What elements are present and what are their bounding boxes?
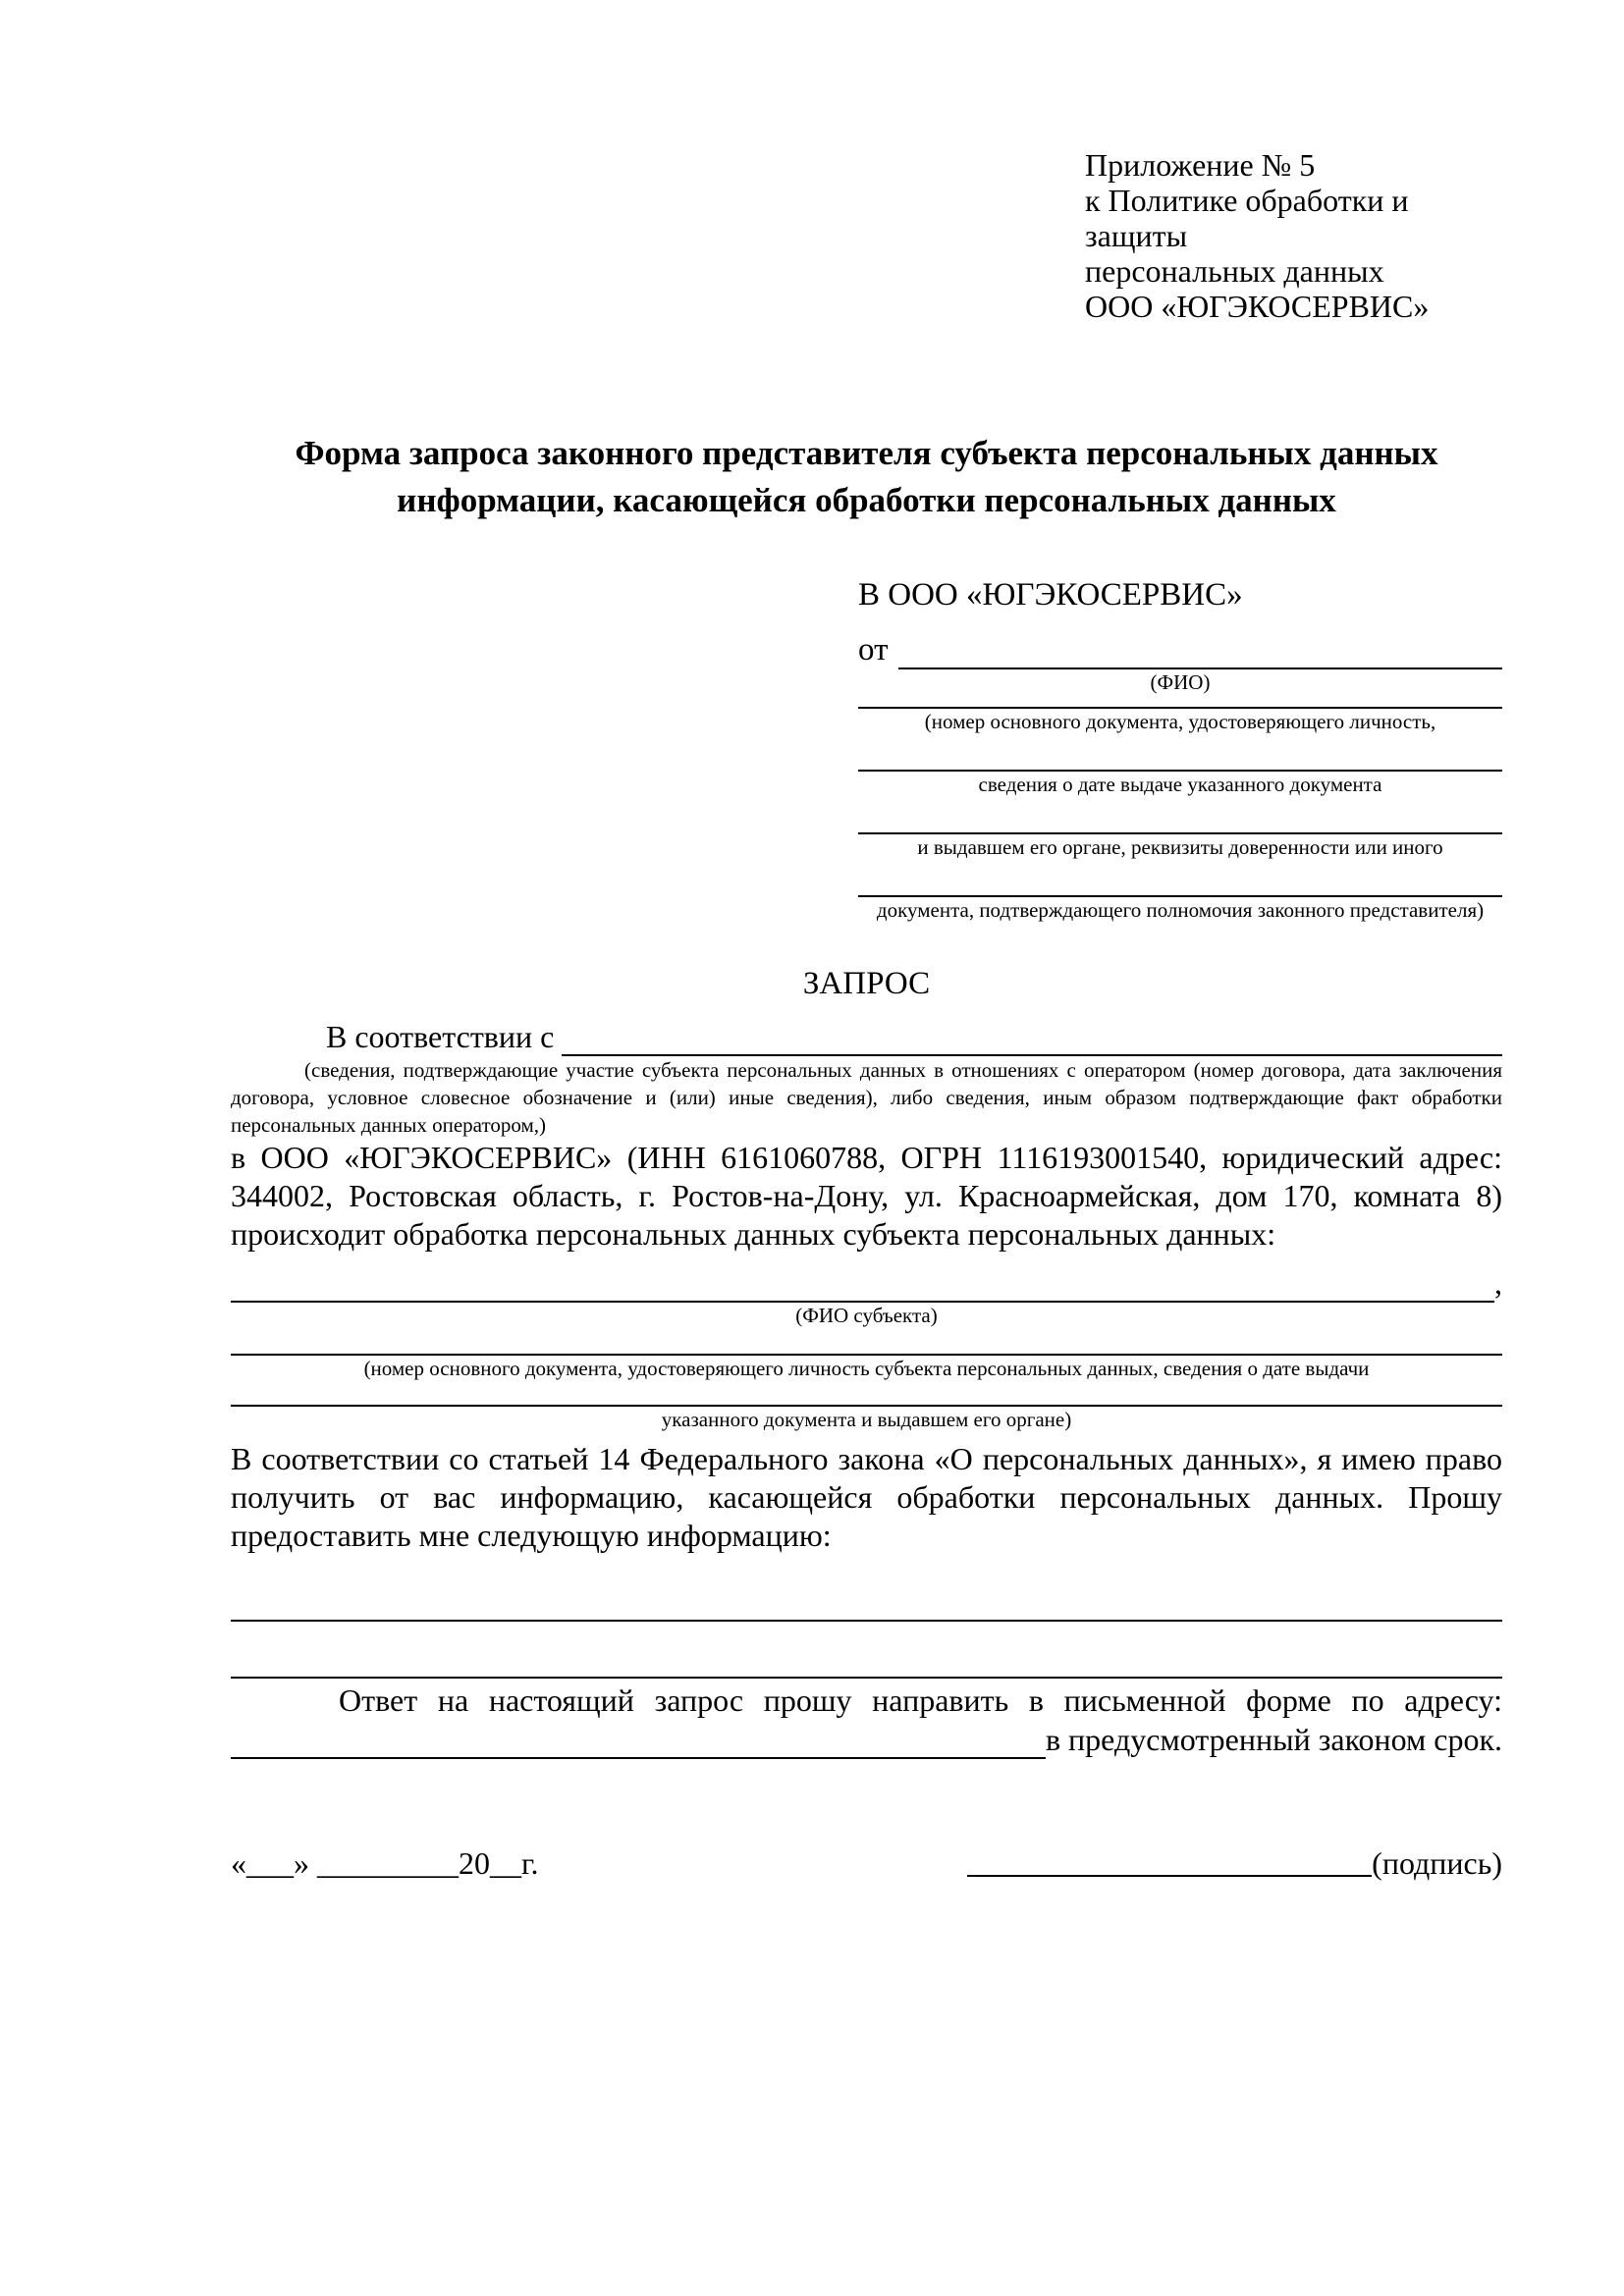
appendix-header-line: ООО «ЮГЭКОСЕРВИС» [1085, 289, 1430, 324]
subject-line-comma: , [1494, 1265, 1502, 1301]
law-paragraph: В соответствии со статьей 14 Федерального закона «О персональных данных», я имею право получить от вас информацию, касающейся обработки персональных данных. Прошу предоставить мне следующую информацию: [231, 1441, 1502, 1553]
representative-doc-caption: (номер основного документа, удостоверяющего личность, [924, 710, 1436, 733]
footer-row [231, 1843, 1502, 1883]
from-label: от [858, 632, 889, 667]
information-blank-line [231, 1677, 1502, 1679]
reply-address-field-row [231, 1720, 1502, 1759]
from-field-row [858, 630, 1502, 669]
accordance-label: В соответствии с [326, 1019, 555, 1054]
reply-suffix: в предусмотренный законом срок. [1045, 1722, 1502, 1757]
representative-doc-caption: документа, подтверждающего полномочия законного представителя) [876, 898, 1485, 922]
reply-address-blank-line [231, 1757, 1046, 1759]
document-title-line: Форма запроса законного представителя субъекта персональных данных [295, 434, 1438, 472]
date-blank-line: «___» _________20__г. [231, 1845, 539, 1881]
request-heading: ЗАПРОС [802, 966, 931, 1001]
document-title-line: информации, касающейся обработки персональных данных [397, 481, 1336, 519]
signature-group [967, 1843, 1502, 1883]
document-title [231, 430, 1502, 524]
appendix-header-line: Приложение № 5 [1085, 147, 1316, 183]
signature-caption: (подпись) [1372, 1845, 1502, 1881]
subject-fio-caption: (ФИО субъекта) [795, 1304, 938, 1327]
appendix-header-line: к Политике обработки и защиты [1085, 183, 1409, 253]
representative-doc-caption: и выдавшем его органе, реквизиты доверенности или иного [917, 835, 1443, 859]
addressee-block [858, 575, 1502, 923]
accordance-field-row [231, 1017, 1502, 1056]
reply-paragraph: Ответ на настоящий запрос прошу направить в письменной форме по адресу: [339, 1682, 1502, 1718]
appendix-header-line: персональных данных [1085, 253, 1384, 289]
fio-caption: (ФИО) [1150, 670, 1211, 694]
addressee-organization: В ООО «ЮГЭКОСЕРВИС» [858, 577, 1243, 613]
accordance-note: (сведения, подтверждающие участие субъекта персональных данных в отношениях с оператором (номер договора, дата заключения договора, условное словесное обозначение и (или) иные сведения), либо сведения, иным образом подтверждающие факт обработки персональных данных оператором,) [231, 1058, 1502, 1137]
subject-fio-field-row [231, 1263, 1502, 1303]
representative-doc-caption: сведения о дате выдаче указанного документа [978, 773, 1382, 796]
subject-doc-caption: указанного документа и выдавшем его органе) [661, 1408, 1072, 1431]
operator-paragraph: в ООО «ЮГЭКОСЕРВИС» (ИНН 6161060788, ОГРН 1116193001540, юридический адрес: 344002, Ростовская область, г. Ростов-на-Дону, ул. Красноармейская, дом 170, комната 8) происходит обработка персональных данных субъекта персональных данных: [231, 1140, 1502, 1252]
signature-blank-line [967, 1875, 1372, 1877]
appendix-header [1085, 147, 1502, 324]
information-blank-line [231, 1620, 1502, 1622]
subject-doc-caption: (номер основного документа, удостоверяющего личность субъекта персональных данных, сведения о дате выдачи [363, 1357, 1370, 1380]
